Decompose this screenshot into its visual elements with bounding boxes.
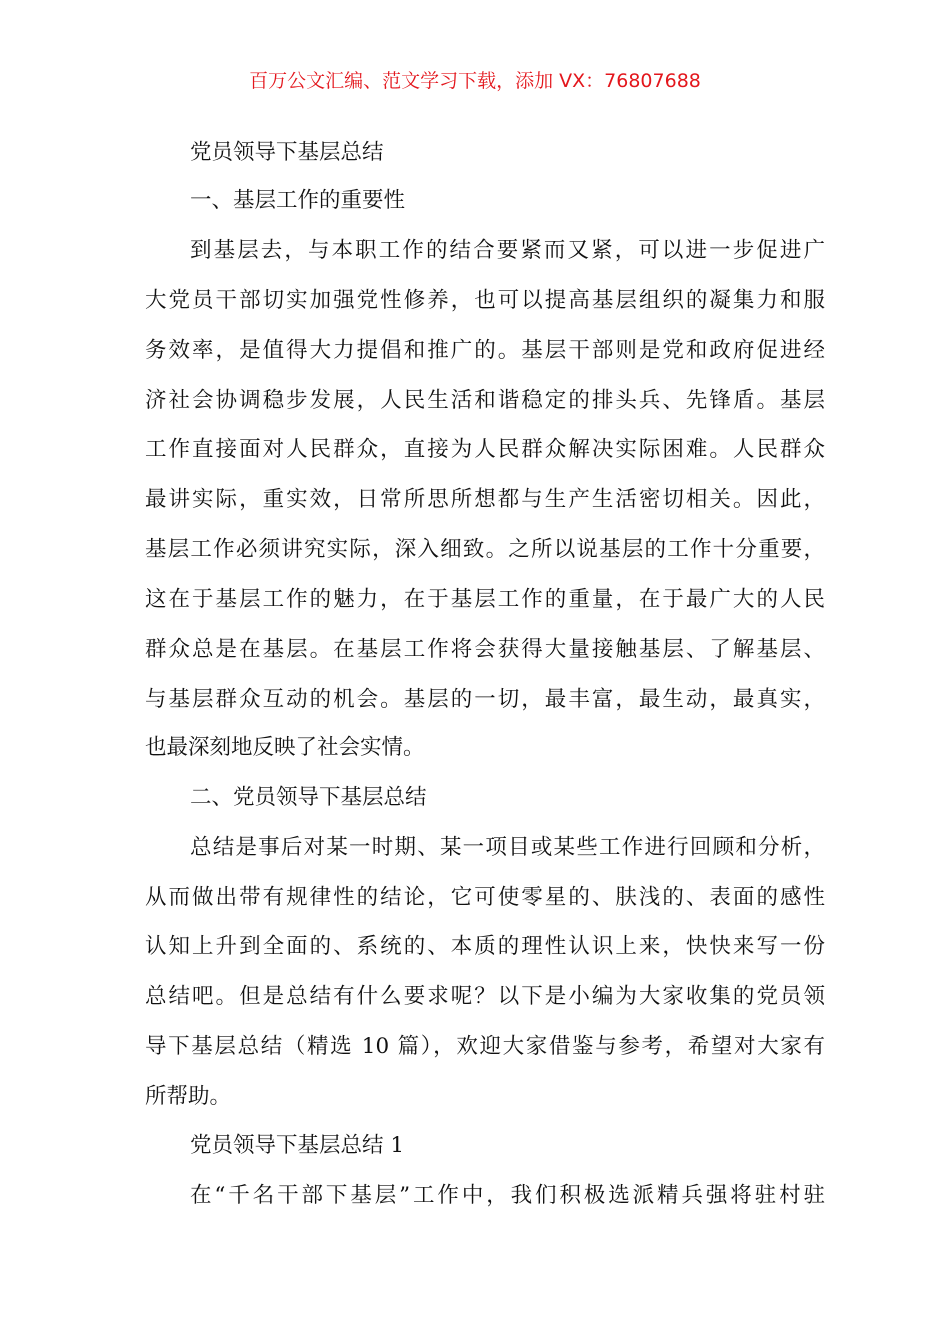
document-title: 党员领导下基层总结 (190, 140, 384, 165)
paragraph-line: 认知上升到全面的、系统的、本质的理性认识上来，快快来写一份 (145, 934, 825, 959)
watermark-banner: 百万公文汇编、范文学习下载，添加 VX：76807688 (249, 70, 701, 92)
section-heading-1: 一、基层工作的重要性 (190, 188, 406, 213)
paragraph-line: 务效率，是值得大力提倡和推广的。基层干部则是党和政府促进经 (145, 338, 825, 363)
paragraph-line: 总结吧。但是总结有什么要求呢？以下是小编为大家收集的党员领 (145, 984, 825, 1009)
paragraph-line: 大党员干部切实加强党性修养，也可以提高基层组织的凝集力和服 (145, 288, 825, 313)
paragraph-line: 到基层去，与本职工作的结合要紧而又紧，可以进一步促进广 (190, 238, 825, 263)
paragraph-line: 在“千名干部下基层”工作中，我们积极选派精兵强将驻村驻 (190, 1183, 825, 1208)
paragraph-line: 基层工作必须讲究实际，深入细致。之所以说基层的工作十分重要， (145, 537, 825, 562)
paragraph-line: 从而做出带有规律性的结论，它可使零星的、肤浅的、表面的感性 (145, 885, 825, 910)
paragraph-line: 也最深刻地反映了社会实情。 (145, 735, 425, 760)
paragraph-line: 群众总是在基层。在基层工作将会获得大量接触基层、了解基层、 (145, 637, 825, 662)
paragraph-line: 最讲实际，重实效，日常所思所想都与生产生活密切相关。因此， (145, 487, 825, 512)
paragraph-line: 总结是事后对某一时期、某一项目或某些工作进行回顾和分析， (190, 835, 825, 860)
paragraph-line: 所帮助。 (145, 1084, 232, 1109)
paragraph-line: 这在于基层工作的魅力，在于基层工作的重量，在于最广大的人民 (145, 587, 825, 612)
paragraph-line: 济社会协调稳步发展，人民生活和谐稳定的排头兵、先锋盾。基层 (145, 388, 825, 413)
section-heading-2: 二、党员领导下基层总结 (190, 785, 427, 810)
paragraph-line: 与基层群众互动的机会。基层的一切，最丰富，最生动，最真实， (145, 687, 825, 712)
subsection-heading-1: 党员领导下基层总结 1 (190, 1133, 405, 1158)
paragraph-line: 导下基层总结（精选 10 篇），欢迎大家借鉴与参考，希望对大家有 (145, 1034, 825, 1059)
paragraph-line: 工作直接面对人民群众，直接为人民群众解决实际困难。人民群众 (145, 437, 825, 462)
